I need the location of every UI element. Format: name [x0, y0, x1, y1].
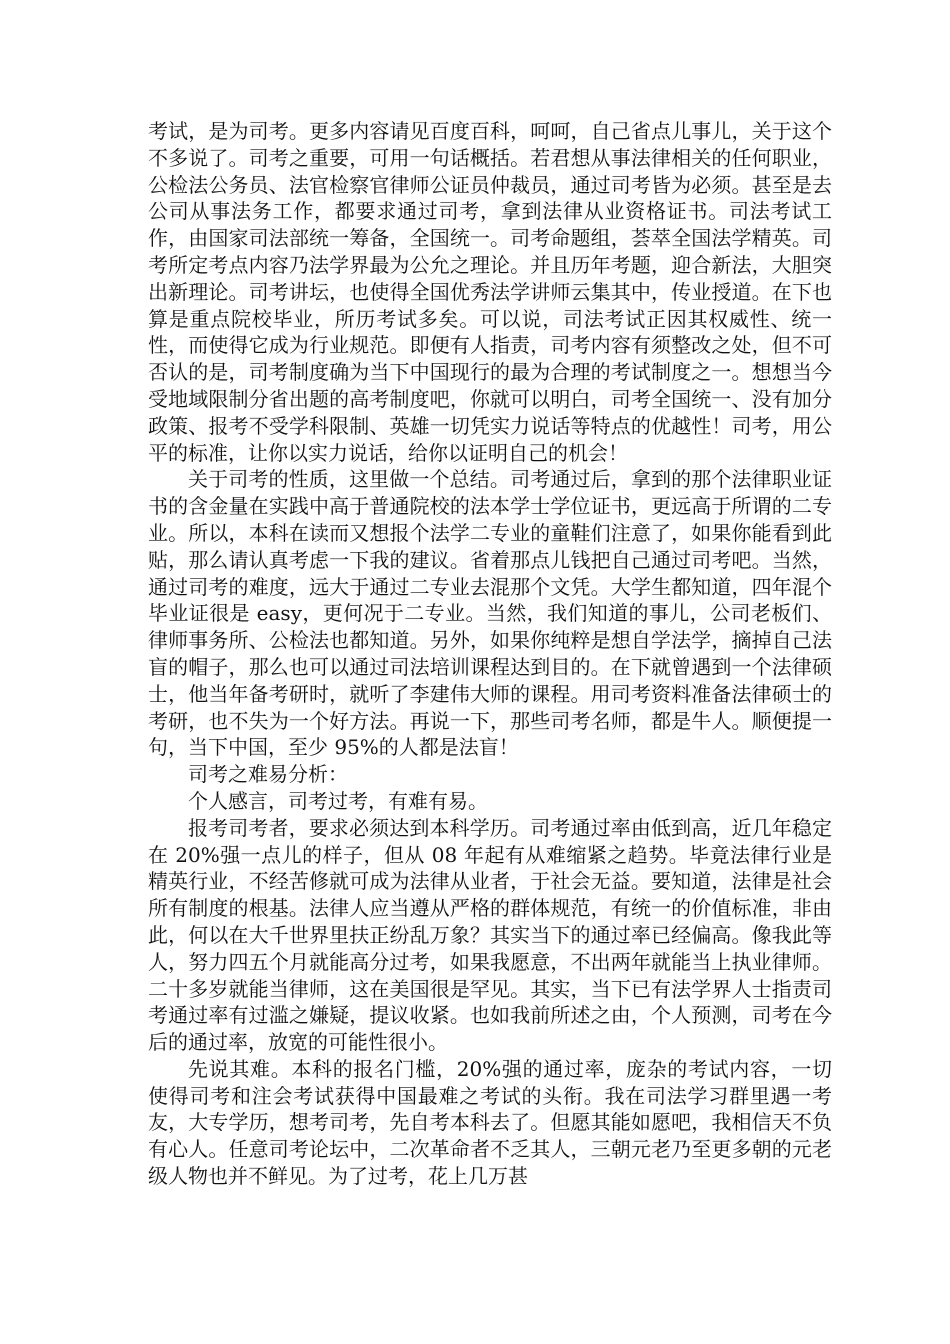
paragraph-2: 关于司考的性质，这里做一个总结。司考通过后，拿到的那个法律职业证书的含金量在实践中高于普通院校的法本学士学位证书，更远高于所谓的二专业。所以，本科在读而又想报个法学二专业的童鞋们注意了，如果你能看到此贴，那么请认真考虑一下我的建议。省着那点儿钱把自己通过司考吧。当然，通过司考的难度，远大于通过二专业去混那个文凭。大学生都知道，四年混个毕业证很是 easy，更何况于二专业。当然，我们知道的事儿，公司老板们、律师事务所、公检法也都知道。另外，如果你纯粹是想自学法学，摘掉自己法盲的帽子，那么也可以通过司法培训课程达到目的。在下就曾遇到一个法律硕士，他当年备考研时，就听了李建伟大师的课程。用司考资料准备法律硕士的考研，也不失为一个好方法。再说一下，那些司考名师，都是牛人。顺便提一句，当下中国，至少 95%的人都是法盲！	[148, 467, 832, 760]
document-body	[148, 118, 832, 1190]
paragraph-4: 个人感言，司考过考，有难有易。	[188, 788, 488, 813]
paragraph-5: 报考司考者，要求必须达到本科学历。司考通过率由低到高，近几年稳定在 20%强一点儿的样子，但从 08 年起有从难缩紧之趋势。毕竟法律行业是精英行业，不经苦修就可成为法律从业者，于社会无益。要知道，法律是社会所有制度的根基。法律人应当遵从严格的群体规范，有统一的价值标准，非由此，何以在大千世界里扶正纷乱万象？其实当下的通过率已经偏高。像我此等人，努力四五个月就能高分过考，如果我愿意，不出两年就能当上执业律师。二十多岁就能当律师，这在美国很是罕见。其实，当下已有法学界人士指责司考通过率有过滥之嫌疑，提议收紧。也如我前所述之由，个人预测，司考在今后的通过率，放宽的可能性很小。	[148, 815, 832, 1055]
paragraph-1: 考试，是为司考。更多内容请见百度百科，呵呵，自己省点儿事儿，关于这个不多说了。司考之重要，可用一句话概括。若君想从事法律相关的任何职业，公检法公务员、法官检察官律师公证员仲裁员，通过司考皆为必须。甚至是去公司从事法务工作，都要求通过司考，拿到法律从业资格证书。司法考试工作，由国家司法部统一筹备，全国统一。司考命题组，荟萃全国法学精英。司考所定考点内容乃法学界最为公允之理论。并且历年考题，迎合新法，大胆突出新理论。司考讲坛，也使得全国优秀法学讲师云集其中，传业授道。在下也算是重点院校毕业，所历考试多矣。可以说，司法考试正因其权威性、统一性，而使得它成为行业规范。即便有人指责，司考内容有须整改之处，但不可否认的是，司考制度确为当下中国现行的最为合理的考试制度之一。想想当今受地域限制分省出题的高考制度吧，你就可以明白，司考全国统一、没有加分政策、报考不受学科限制、英雄一切凭实力说话等特点的优越性！司考，用公平的标准，让你以实力说话，给你以证明自己的机会！	[148, 119, 832, 465]
paragraph-3: 司考之难易分析：	[188, 762, 348, 787]
paragraph-6: 先说其难。本科的报名门槛，20%强的通过率，庞杂的考试内容，一切使得司考和注会考试获得中国最难之考试的头衔。我在司法学习群里遇一考友，大专学历，想考司考，先自考本科去了。但愿其能如愿吧，我相信天不负有心人。任意司考论坛中，二次革命者不乏其人，三朝元老乃至更多朝的元老级人物也并不鲜见。为了过考，花上几万甚	[148, 1056, 832, 1189]
